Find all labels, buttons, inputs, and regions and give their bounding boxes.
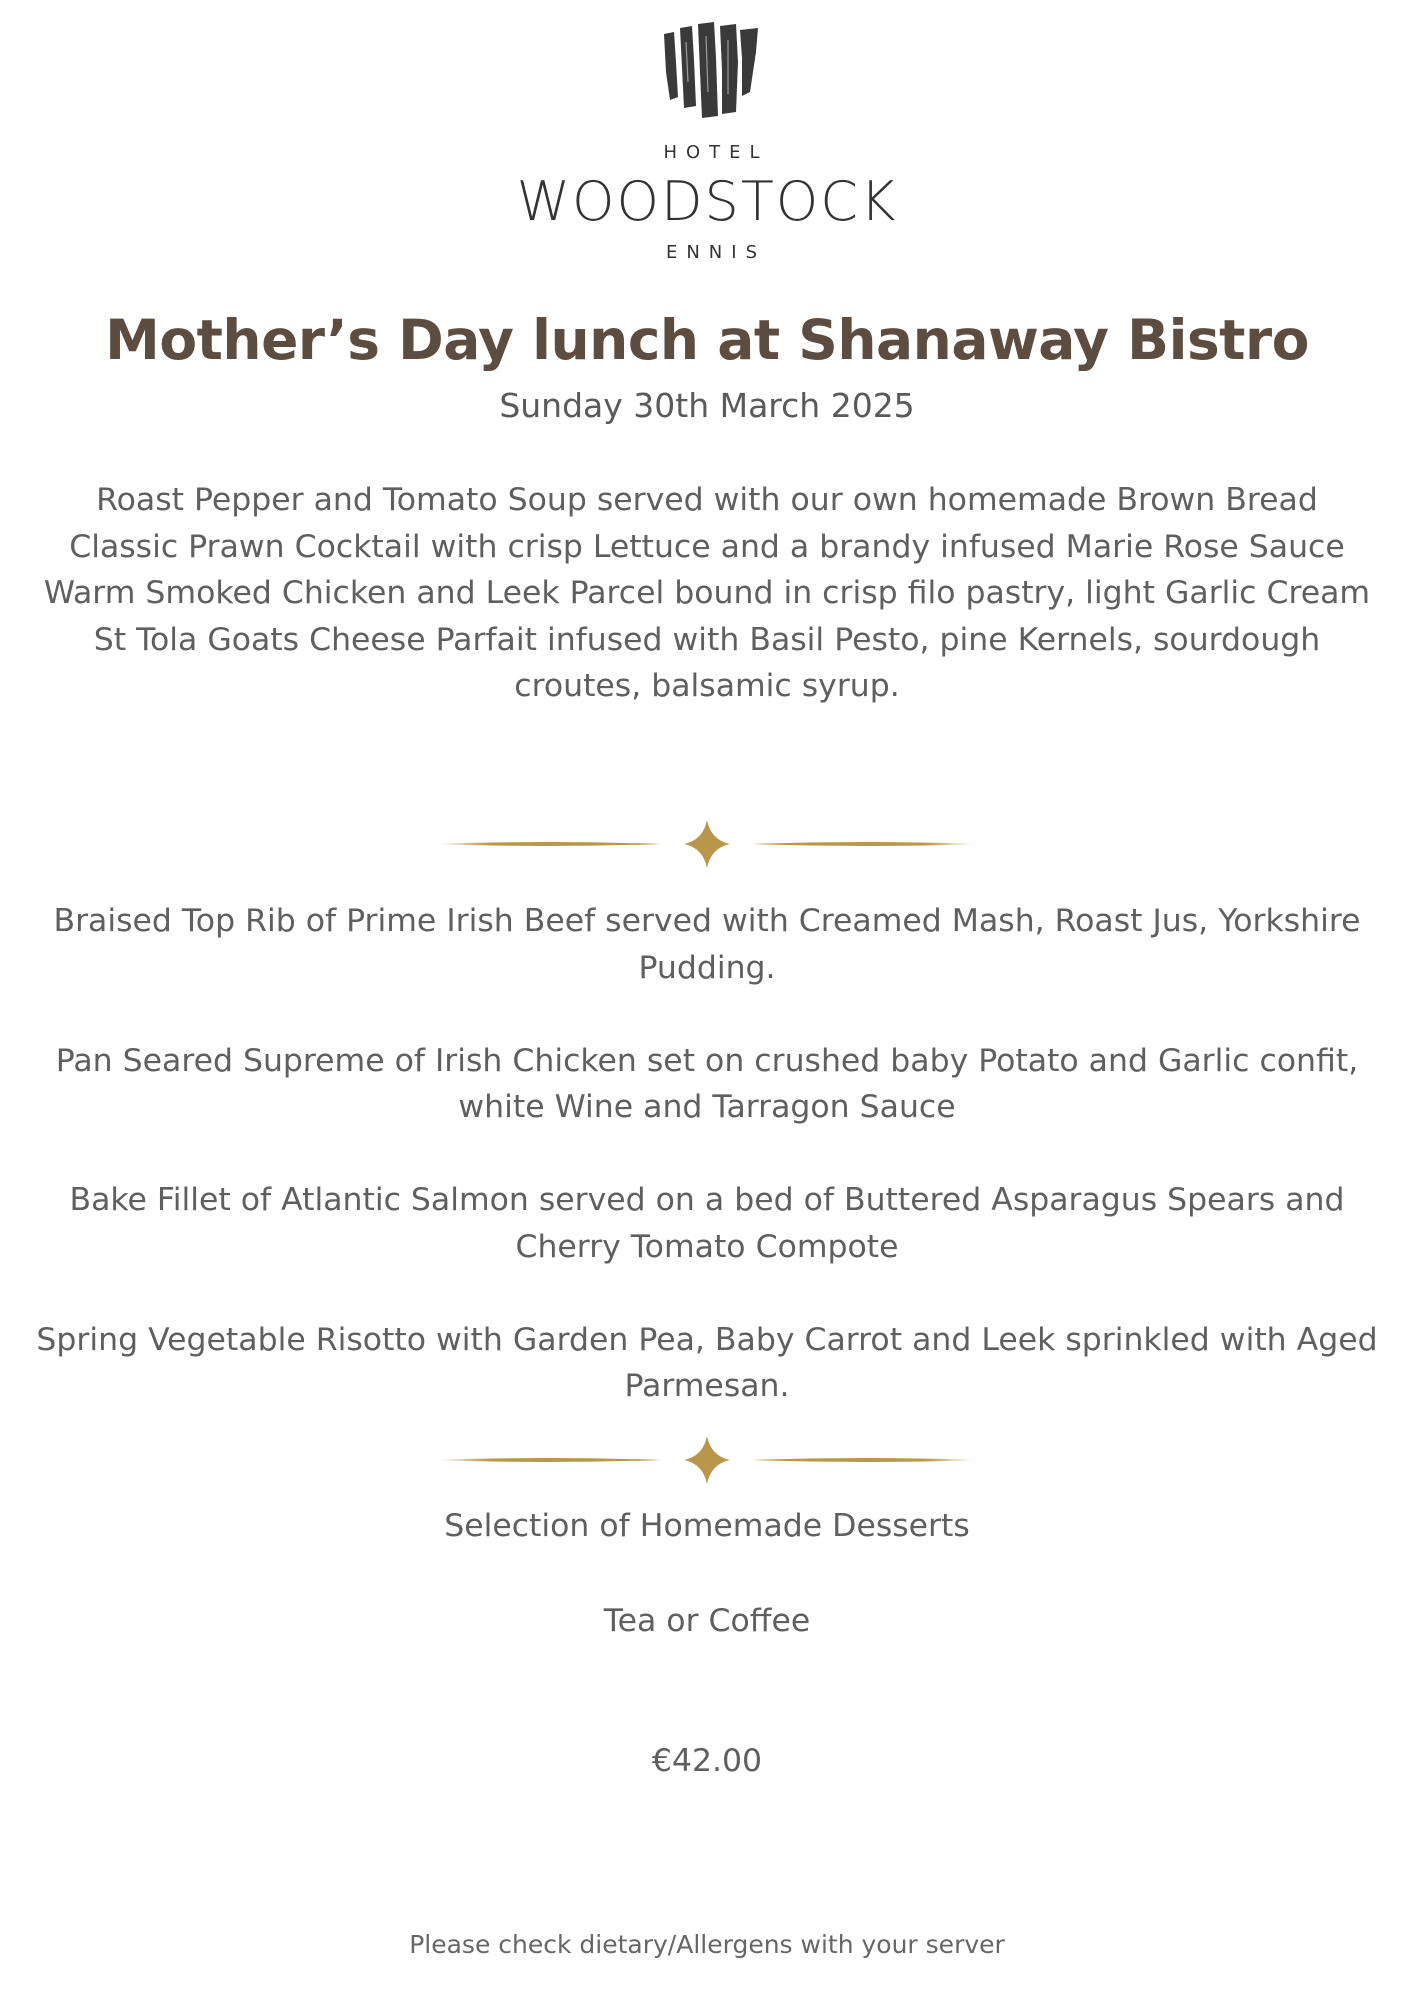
logo-hotel-text: HOTEL: [663, 142, 769, 163]
tea-coffee-item: Tea or Coffee: [603, 1603, 811, 1639]
mains-list: [30, 898, 1384, 1410]
woodstock-logo-icon: [662, 22, 762, 118]
desserts-item: Selection of Homemade Desserts: [444, 1508, 970, 1544]
event-date: Sunday 30th March 2025: [499, 386, 915, 425]
divider-star-icon: [432, 818, 982, 870]
divider-star-icon: [432, 1434, 982, 1486]
main-item: Braised Top Rib of Prime Irish Beef served with Creamed Mash, Roast Jus, Yorkshire Pudding.: [53, 903, 1361, 986]
logo-woodstock-text: WOODSTOCK: [516, 170, 898, 233]
starter-item: Classic Prawn Cocktail with crisp Lettuce and a brandy infused Marie Rose Sauce: [69, 528, 1345, 565]
main-item: Spring Vegetable Risotto with Garden Pea, Baby Carrot and Leek sprinkled with Aged Parmesan.: [36, 1321, 1378, 1404]
allergen-note: Please check dietary/Allergens with your server: [409, 1930, 1005, 1959]
menu-price: €42.00: [651, 1743, 763, 1779]
logo-ennis-text: ENNIS: [665, 242, 767, 263]
starter-item: St Tola Goats Cheese Parfait infused with Basil Pesto, pine Kernels, sourdough croutes, balsamic syrup.: [93, 621, 1321, 704]
main-item: Bake Fillet of Atlantic Salmon served on a bed of Buttered Asparagus Spears and Cherry Tomato Compote: [69, 1182, 1345, 1265]
main-item: Pan Seared Supreme of Irish Chicken set on crushed baby Potato and Garlic confit, white Wine and Tarragon Sauce: [55, 1042, 1359, 1125]
starter-item: Roast Pepper and Tomato Soup served with our own homemade Brown Bread: [96, 482, 1318, 518]
starters-list: [30, 477, 1384, 710]
page-title: Mother’s Day lunch at Shanaway Bistro: [105, 308, 1309, 372]
starter-item: Warm Smoked Chicken and Leek Parcel bound in crisp filo pastry, light Garlic Cream: [43, 575, 1371, 611]
